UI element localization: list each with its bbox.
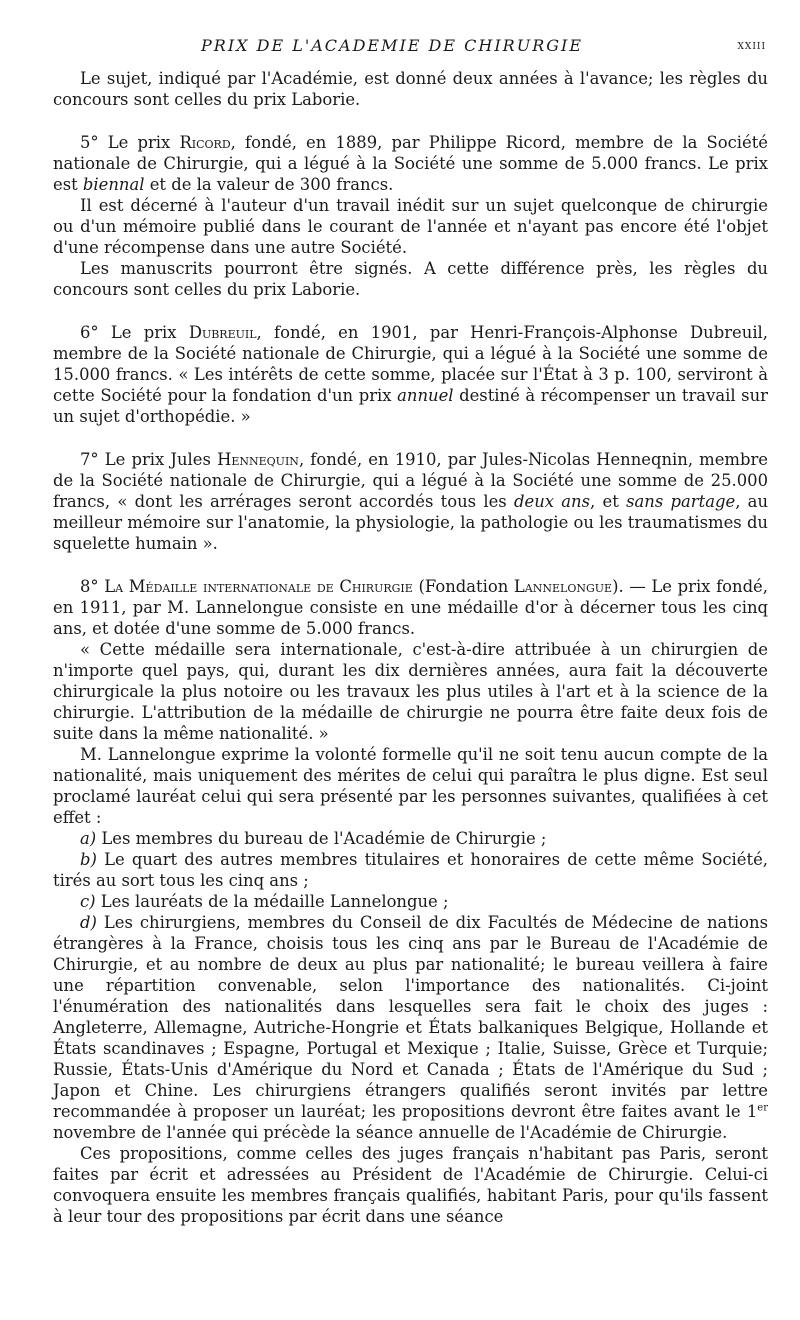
prize-7-text3: , au meilleur mémoire sur l'anatomie, la physiologie, la pathologie ou les traumatismes du squelette humain ». <box>53 492 769 553</box>
prize-5-lead: Le prix <box>107 133 171 152</box>
list-item-d-sup: er <box>757 1102 768 1114</box>
prize-5-paragraph-3: Les manuscrits pourront être signés. A cette différence près, les règles du concours sont celles du prix Laborie. <box>53 259 768 299</box>
prize-8-paragraph-4: Ces propositions, comme celles des juges français n'habitant pas Paris, seront faites par écrit et adressées au Président de l'Académie de Chirurgie. Celui-ci convoquera ensuite les membres français qualifiés, habitant Paris, pour qu'ils fassent à leur tour des propositions par écrit dans une séance <box>53 1144 768 1226</box>
list-item-d-text: Les chirurgiens, membres du Conseil de dix Facultés de Médecine de nations étrangères à la France, choisis tous les cinq ans par le Bureau de l'Académie de Chirurgie, et au nombre de deux au plus par nationalité; le bureau veillera à faire une répartition convenable, selon l'importance des nationalités. Ci-joint l'énumération des nationalités dans lesquelles sera fait le choix des juges : Angleterre, Allemagne, Autriche-Hongrie et États balkaniques Belgique, Hollande et États scandinaves ; Espagne, Portugal et Mexique ; Italie, Suisse, Grèce et Turquie; Russie, États-Unis d'Amérique du Nord et Canada ; États de l'Amérique du Sud ; Japon et Chine. Les chirurgiens étrangers qualifiés seront invités par lettre recommandée à proposer un lauréat; les propositions devront être faites avant le <box>53 913 768 1121</box>
prize-8-text1: ). — Le prix fondé, en 1911, par M. Lannelongue consiste en une médaille d'or à décerner tous les cinq ans, et dotée d'une somme de 5.000 francs. <box>53 577 768 638</box>
prize-7-paragraph <box>53 449 768 554</box>
prize-5-italic: biennal <box>82 175 145 194</box>
prize-7-text2: , et <box>590 492 619 511</box>
prize-5-number: 5° <box>80 133 99 152</box>
prize-6-lead: Le prix <box>110 323 177 342</box>
body-text <box>53 68 768 1227</box>
prize-5-paragraph <box>53 132 768 195</box>
prize-8-paragraph-3: M. Lannelongue exprime la volonté formelle qu'il ne soit tenu aucun compte de la nationalité, mais uniquement des mérites de celui qui paraîtra le plus digne. Est seul proclamé lauréat celui qui sera présenté par les personnes suivantes, qualifiées à cet effet : <box>53 745 768 827</box>
prize-8-name: La Médaille internationale de Chirurgie <box>104 577 413 596</box>
list-item-c-letter: c) <box>80 892 96 911</box>
prize-7-text1: , fondé, en 1910, par Jules-Nicolas Henneqnin, membre de la Société nationale de Chirurgie, qui a légué à la Société une somme de 25.000 francs, « dont les arrérages seront accordés tous les <box>53 450 768 511</box>
prize-5-text1: , fondé, en 1889, par Philippe Ricord, membre de la Société nationale de Chirurgie, qui a légué à la Société une somme de 5.000 francs. Le prix est <box>53 133 769 194</box>
prize-7-italic-2: sans partage <box>626 492 736 511</box>
list-item-d-date: 1 <box>746 1102 758 1121</box>
page-number: xxiii <box>737 38 766 53</box>
list-item-b-text: Le quart des autres membres titulaires et honoraires de cette même Société, tirés au sort tous les cinq ans ; <box>53 850 768 890</box>
prize-5-text2: et de la valeur de 300 francs. <box>149 175 394 194</box>
list-item-b <box>53 849 768 891</box>
prize-8-fondation-name: Lannelongue <box>513 577 613 596</box>
page-header <box>53 32 768 62</box>
prize-6-number: 6° <box>80 323 99 342</box>
list-item-c-text: Les lauréats de la médaille Lannelongue ; <box>100 892 449 911</box>
prize-6-italic: annuel <box>397 386 454 405</box>
prize-8-number: 8° <box>80 577 99 596</box>
prize-7-lead: Le prix Jules <box>104 450 211 469</box>
list-item-d-letter: d) <box>80 913 97 932</box>
prize-6-paragraph <box>53 322 768 427</box>
prize-6-text2: destiné à récompenser un travail sur un sujet d'orthopédie. » <box>53 386 768 426</box>
prize-8-paragraph-2: « Cette médaille sera internationale, c'est-à-dire attribuée à un chirurgien de n'importe quel pays, qui, durant les dix dernières années, aura fait la découverte chirurgicale la plus notoire ou les travaux les plus utiles à l'art et à la science de la chirurgie. L'attribution de la médaille de chirurgie ne pourra être faite deux fois de suite dans la même nationalité. » <box>53 640 768 743</box>
list-item-d-end: novembre de l'année qui précède la séance annuelle de l'Académie de Chirurgie. <box>53 1123 728 1142</box>
prize-7-number: 7° <box>80 450 99 469</box>
prize-8-paragraph <box>53 576 768 639</box>
list-item-d <box>53 912 768 1143</box>
prize-5-name: Ricord <box>179 133 231 152</box>
prize-5-paragraph-2: Il est décerné à l'auteur d'un travail inédit sur un sujet quelconque de chirurgie ou d'un mémoire publié dans le courant de l'année et n'ayant pas encore été l'objet d'une récompense dans une autre Société. <box>53 196 768 257</box>
intro-paragraph: Le sujet, indiqué par l'Académie, est donné deux années à l'avance; les règles du concours sont celles du prix Laborie. <box>53 69 768 109</box>
prize-8-fondation-open: (Fondation <box>418 577 509 596</box>
prize-6-text1: , fondé, en 1901, par Henri-François-Alphonse Dubreuil, membre de la Société nationale de Chirurgie, qui a légué à la Société une somme de 15.000 francs. « Les intérêts de cette somme, placée sur l'État à 3 p. 100, serviront à cette Société pour la fondation d'un prix <box>53 323 769 405</box>
list-item-a-letter: a) <box>80 829 97 848</box>
list-item-a-text: Les membres du bureau de l'Académie de Chirurgie ; <box>101 829 547 848</box>
running-title: PRIX DE L'ACADEMIE DE CHIRURGIE <box>201 36 584 55</box>
list-item-c <box>53 891 768 912</box>
list-item-b-letter: b) <box>80 850 97 869</box>
prize-7-italic-1: deux ans <box>514 492 591 511</box>
prize-6-name: Dubreuil <box>188 323 257 342</box>
list-item-a <box>53 828 768 849</box>
prize-7-name: Hennequin <box>217 450 299 469</box>
